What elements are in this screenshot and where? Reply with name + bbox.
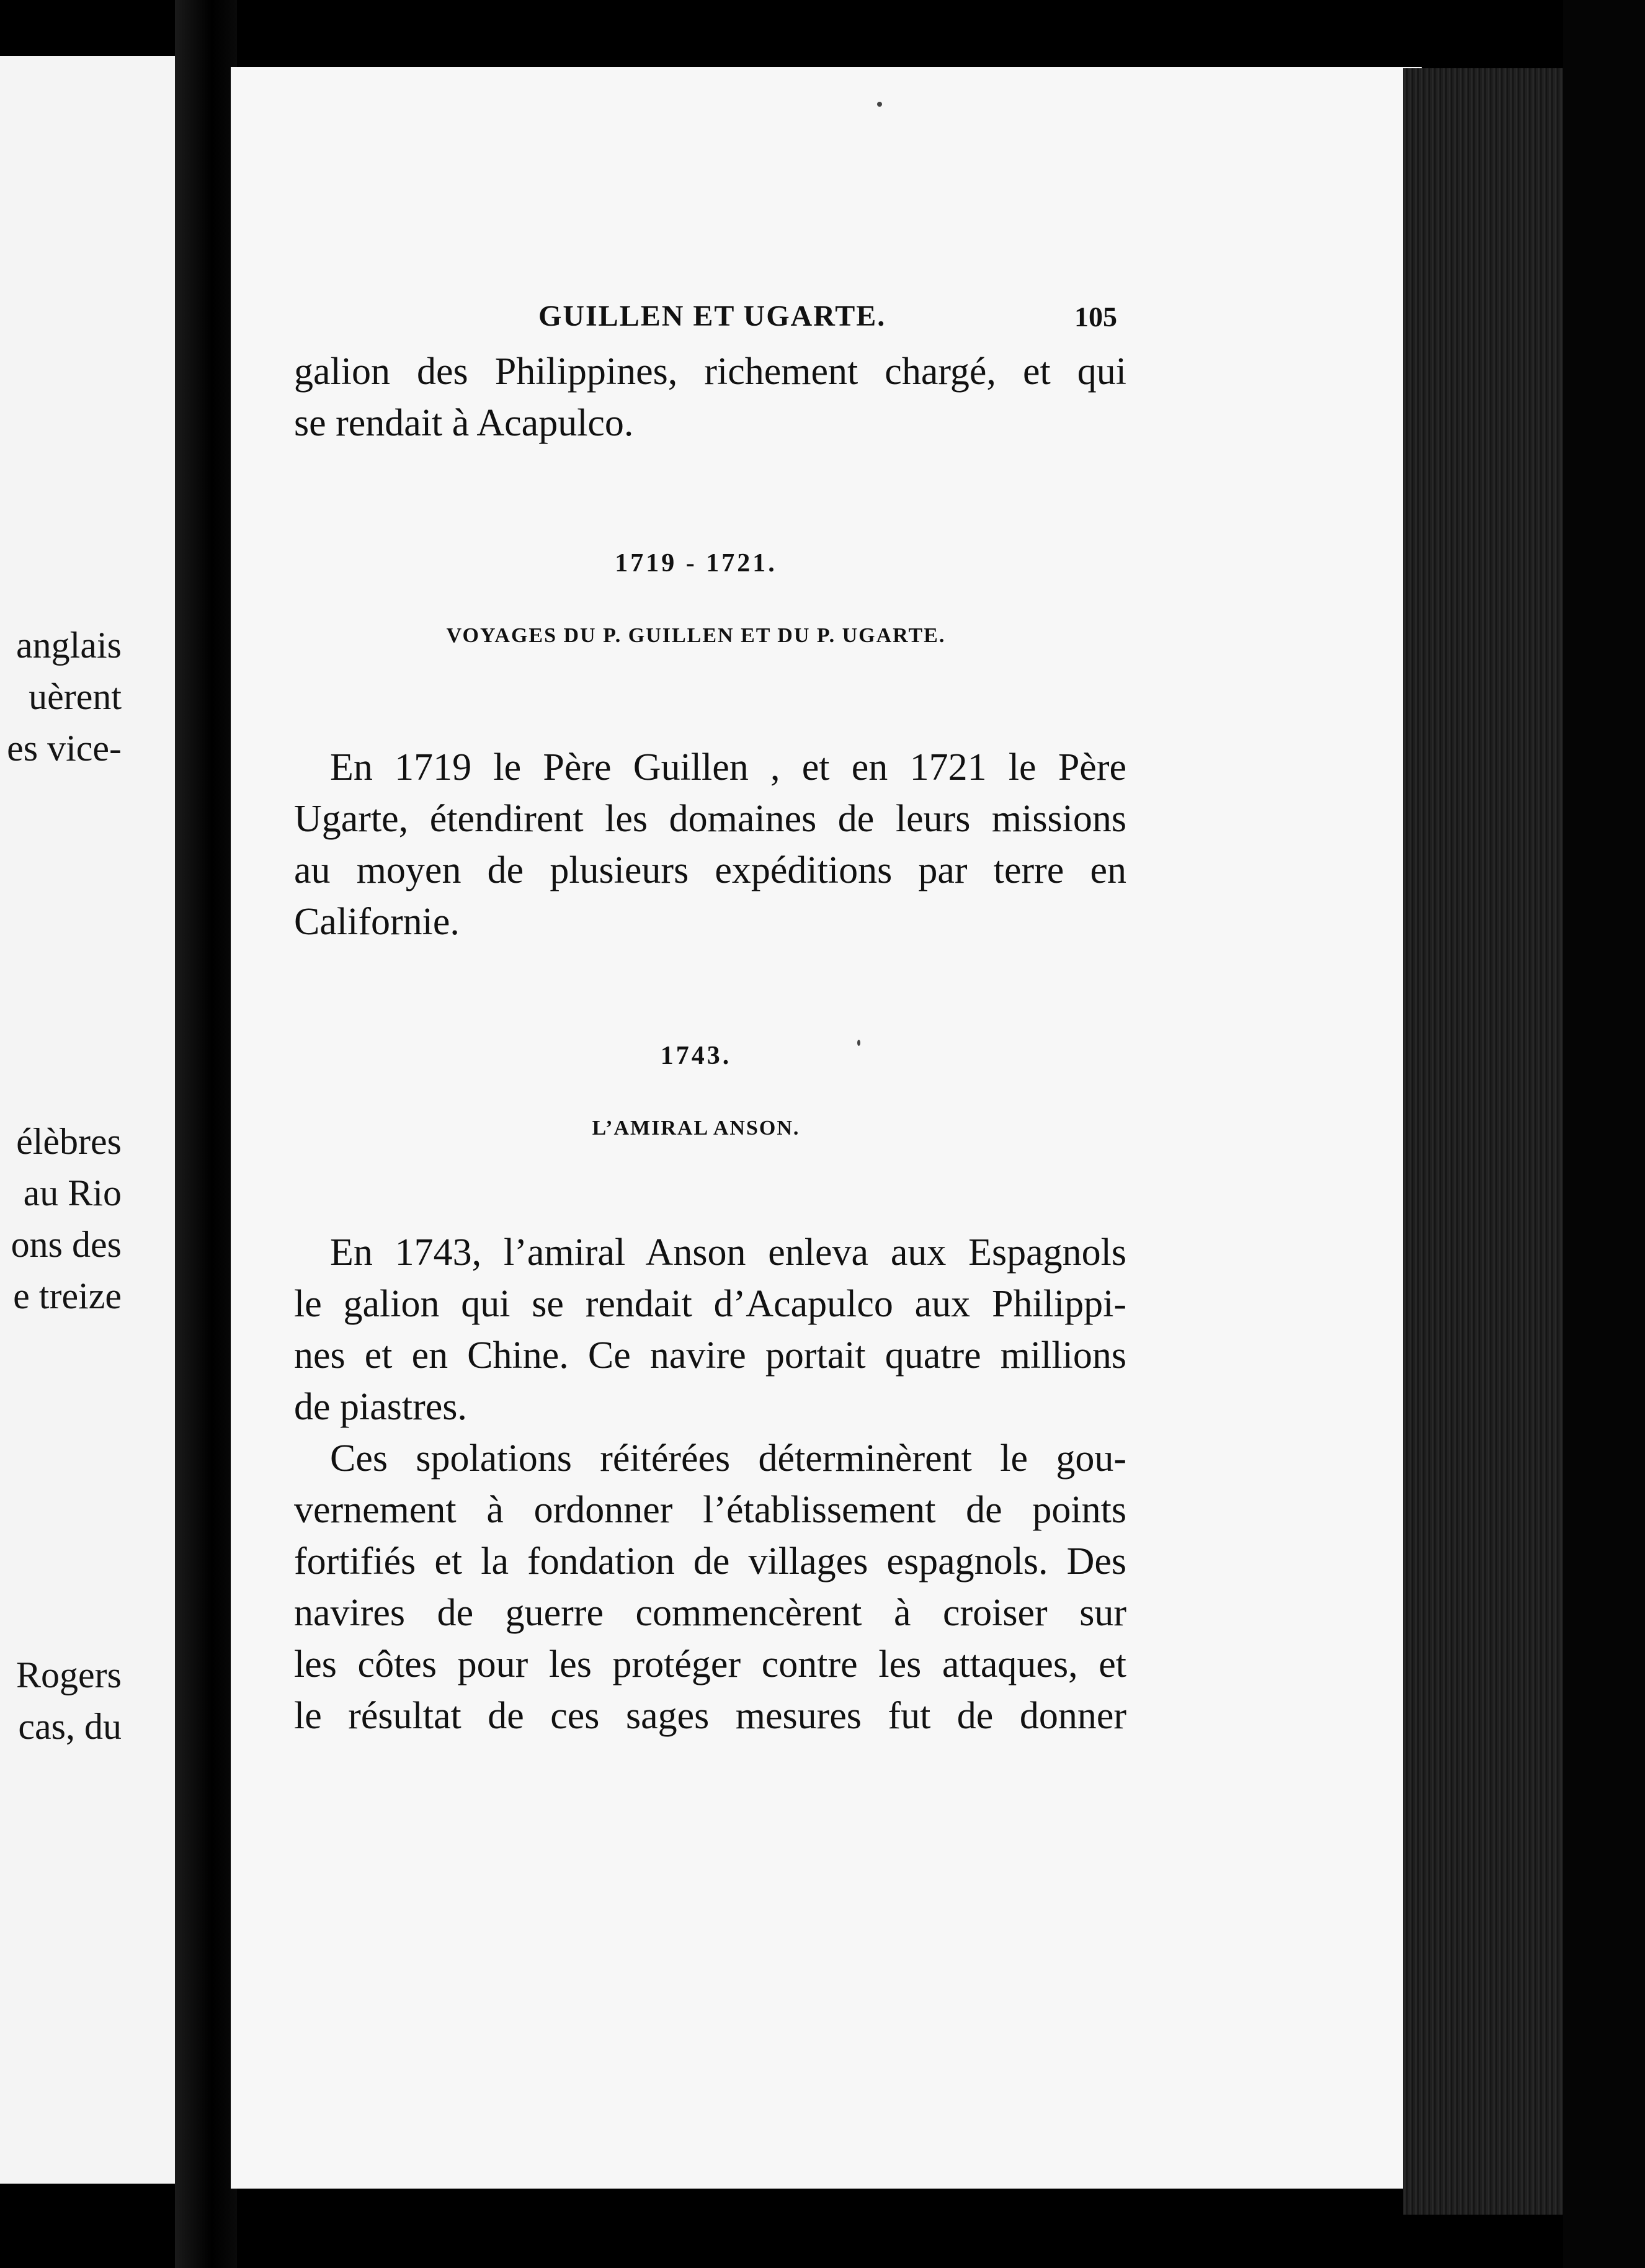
text-line: le galion qui se rendait d’Acapulco aux Philippi- [294, 1283, 1126, 1325]
left-page-line: au Rio [23, 1172, 122, 1213]
text-line: Californie. [294, 901, 460, 943]
running-head [231, 299, 1422, 342]
text-line: Ces spolations réitérées déterminèrent le gou- [330, 1437, 1126, 1480]
section-year-heading: 1719 - 1721. [615, 549, 777, 578]
left-page-line: e treize [13, 1275, 122, 1316]
left-page-line: ons des [11, 1224, 122, 1265]
page-number: 105 [1074, 301, 1117, 333]
text-line: les côtes pour les protéger contre les attaques, et [294, 1643, 1126, 1685]
text-line: fortifiés et la fondation de villages espagnols. Des [294, 1540, 1126, 1583]
book-cover-edge [1563, 0, 1645, 2268]
section-year-heading: 1743. [660, 1042, 732, 1070]
text-line: navires de guerre commencèrent à croiser sur [294, 1592, 1126, 1634]
text-line: se rendait à Acapulco. [294, 402, 634, 444]
book-page [231, 67, 1422, 2189]
paper-speck [877, 102, 882, 107]
left-facing-page [0, 56, 177, 2184]
text-line: En 1719 le Père Guillen , et en 1721 le Père [330, 746, 1126, 788]
text-line: galion des Philippines, richement chargé, et qui [294, 350, 1126, 393]
section-title: VOYAGES DU P. GUILLEN ET DU P. UGARTE. [446, 624, 946, 647]
running-head-title: GUILLEN ET UGARTE. [538, 300, 886, 333]
book-gutter [175, 0, 237, 2268]
left-page-line: anglais [16, 625, 122, 666]
left-page-line: uèrent [29, 676, 122, 717]
text-line: En 1743, l’amiral Anson enleva aux Espagnols [330, 1231, 1126, 1274]
left-page-line: cas, du [18, 1706, 122, 1747]
text-line: Ugarte, étendirent les domaines de leurs missions [294, 798, 1126, 840]
text-line: nes et en Chine. Ce navire portait quatre millions [294, 1334, 1126, 1377]
paper-speck [857, 1040, 860, 1046]
text-line: le résultat de ces sages mesures fut de donner [294, 1695, 1126, 1737]
left-page-line: Rogers [16, 1654, 122, 1695]
left-page-line: es vice- [7, 728, 122, 769]
left-page-line: élèbres [16, 1121, 122, 1162]
text-line: de piastres. [294, 1386, 467, 1428]
text-line: au moyen de plusieurs expéditions par terre en [294, 849, 1126, 891]
text-line: vernement à ordonner l’établissement de points [294, 1489, 1126, 1531]
section-title: L’AMIRAL ANSON. [592, 1117, 800, 1140]
